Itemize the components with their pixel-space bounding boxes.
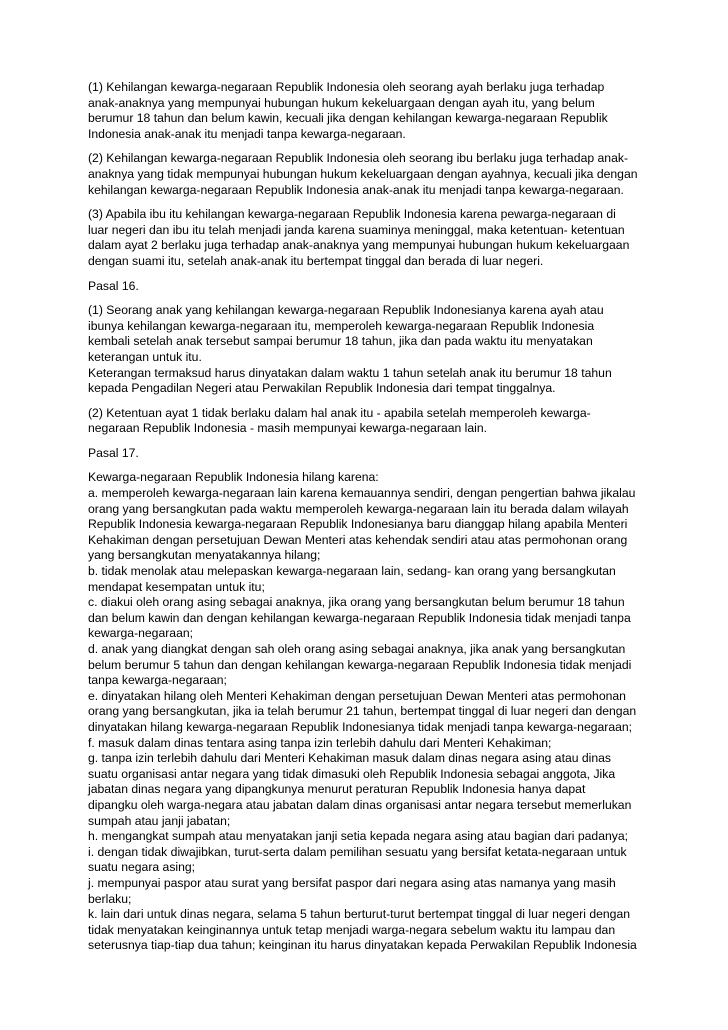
- text-line: tanpa kewarga-negaraan;: [88, 673, 227, 688]
- text-line: Indonesia anak-anak itu menjadi tanpa kewarga-negaraan.: [88, 126, 406, 141]
- text-line: suatu negara asing;: [88, 860, 196, 875]
- text-line: dengan suami itu, setelah anak-anak itu bertempat tinggal dan berada di luar negeri.: [88, 253, 544, 268]
- text-line: dalam ayat 2 berlaku juga terhadap anak-anaknya yang mempunyai hubungan hukum kekeluargaan: [88, 238, 630, 253]
- text-line: g. tanpa izin terlebih dahulu dari Menteri Kehakiman masuk dalam dinas negara asing atau dinas: [88, 751, 612, 766]
- text-line: f. masuk dalam dinas tentara asing tanpa izin terlebih dahulu dari Menteri Kehakiman;: [88, 735, 552, 750]
- text-line: sumpah atau janji jabatan;: [88, 813, 231, 828]
- text-line: Pasal 16.: [88, 278, 139, 293]
- paragraph: [88, 303, 650, 397]
- text-line: kepada Pengadilan Negeri atau Perwakilan Republik Indonesia dari tempat tinggalnya.: [88, 381, 556, 396]
- section-heading: [88, 446, 650, 462]
- text-line: anaknya yang tidak mempunyai hubungan hukum kekeluargaan dengan ayahnya, kecuali jika dengan: [88, 166, 638, 181]
- paragraph: [88, 406, 650, 437]
- text-line: k. lain dari untuk dinas negara, selama 5 tahun berturut-turut bertempat tinggal di luar negeri dengan: [88, 907, 631, 922]
- text-line: kehilangan kewarga-negaraan Republik Indonesia anak-anak itu menjadi tanpa kewarga-negaraan.: [88, 182, 624, 197]
- document-page: [88, 80, 650, 963]
- text-line: belum berumur 5 tahun dan dengan kehilangan kewarga-negaraan Republik Indonesia tidak menjadi: [88, 657, 632, 672]
- text-line: b. tidak menolak atau melepaskan kewarga-negaraan lain, sedang- kan orang yang bersangkutan: [88, 564, 616, 579]
- text-line: (1) Kehilangan kewarga-negaraan Republik Indonesia oleh seorang ayah berlaku juga terhadap: [88, 80, 605, 94]
- text-line: j. mempunyai paspor atau surat yang bersifat paspor dari negara asing atas namanya yang masih: [88, 875, 616, 890]
- text-line: (2) Kehilangan kewarga-negaraan Republik Indonesia oleh seorang ibu berlaku juga terhadap anak-: [88, 151, 629, 166]
- text-line: d. anak yang diangkat dengan sah oleh orang asing sebagai anaknya, jika anak yang bersangkutan: [88, 642, 626, 656]
- text-line: kewarga-negaraan;: [88, 626, 194, 641]
- text-line: orang yang bersangkutan pada waktu memperoleh kewarga-negaraan lain itu berada dalam wilayah: [88, 501, 629, 516]
- text-line: yang bersangkutan menyatakannya hilang;: [88, 548, 321, 563]
- text-line: Kehakiman dengan persetujuan Dewan Menteri atas kehendak sendiri atau atas permohonan orang: [88, 532, 628, 547]
- text-line: negaraan Republik Indonesia - masih mempunyai kewarga-negaraan lain.: [88, 421, 488, 436]
- text-line: dan belum kawin dan dengan kehilangan kewarga-negaraan Republik Indonesia tidak menjadi tanpa: [88, 610, 631, 625]
- text-line: e. dinyatakan hilang oleh Menteri Kehakiman dengan persetujuan Dewan Menteri atas permohonan: [88, 688, 626, 703]
- text-line: berumur 18 tahun dan belum kawin, kecuali jika dengan kehilangan kewarga-negaraan Republik: [88, 111, 608, 126]
- text-line: anak-anaknya yang mempunyai hubungan hukum kekeluargaan dengan ayah itu, yang belum: [88, 95, 595, 110]
- text-line: keterangan untuk itu.: [88, 349, 202, 364]
- text-line: luar negeri dan ibu itu telah menjadi janda karena suaminya meninggal, maka ketentuan- ketentuan: [88, 222, 625, 237]
- text-line: kembali setelah anak tersebut sampai berumur 18 tahun, jika dan pada waktu itu menyatakan: [88, 334, 593, 349]
- text-line: Pasal 17.: [88, 445, 139, 460]
- text-line: (1) Seorang anak yang kehilangan kewarga-negaraan Republik Indonesianya karena ayah atau: [88, 303, 604, 318]
- text-line: suatu organisasi antar negara yang tidak dimasuki oleh Republik Indonesia sebagai anggota, Jika: [88, 766, 616, 781]
- text-line: (2) Ketentuan ayat 1 tidak berlaku dalam hal anak itu - apabila setelah memperoleh kewarga-: [88, 405, 591, 420]
- section-heading: [88, 279, 650, 295]
- text-line: i. dengan tidak diwajibkan, turut-serta dalam pemilihan sesuatu yang bersifat ketata-negaraan untuk: [88, 844, 627, 859]
- text-line: Kewarga-negaraan Republik Indonesia hilang karena:: [88, 470, 379, 485]
- text-line: h. mengangkat sumpah atau menyatakan janji setia kepada negara asing atau bagian dari padanya;: [88, 829, 629, 844]
- paragraph: [88, 470, 650, 953]
- text-line: mendapat kesempatan untuk itu;: [88, 579, 265, 594]
- text-line: a. memperoleh kewarga-negaraan lain karena kemauannya sendiri, dengan pengertian bahwa jikalau: [88, 486, 636, 501]
- text-line: orang yang bersangkutan, jika ia telah berumur 21 tahun, bertempat tinggal di luar negeri dan dengan: [88, 704, 637, 719]
- paragraph: [88, 151, 650, 198]
- text-line: dinyatakan hilang kewarga-negaraan Republik Indonesianya tidak menjadi tanpa kewarga-negaraan;: [88, 719, 633, 734]
- text-line: Keterangan termaksud harus dinyatakan dalam waktu 1 tahun setelah anak itu berumur 18 tahun: [88, 365, 612, 380]
- text-line: c. diakui oleh orang asing sebagai anaknya, jika orang yang bersangkutan belum berumur 18 tahun: [88, 595, 625, 610]
- text-line: tidak menyatakan keinginannya untuk tetap menjadi warga-negara sebelum waktu itu lampau dan: [88, 922, 616, 937]
- text-line: dipangku oleh warga-negara atau jabatan dalam dinas organisasi antar negara tersebut memerlukan: [88, 797, 632, 812]
- text-line: ibunya kehilangan kewarga-negaraan itu, memperoleh kewarga-negaraan Republik Indonesia: [88, 318, 595, 333]
- paragraph: [88, 207, 650, 269]
- text-line: seterusnya tiap-tiap dua tahun; keinginan itu harus dinyatakan kepada Perwakilan Republik Indonesia: [88, 938, 637, 953]
- text-line: berlaku;: [88, 891, 132, 906]
- paragraph: [88, 80, 650, 142]
- text-line: jabatan dinas negara yang dipangkunya menurut peraturan Republik Indonesia hanya dapat: [88, 782, 586, 797]
- text-line: Republik Indonesia kewarga-negaraan Republik Indonesianya baru dianggap hilang apabila Menteri: [88, 517, 628, 532]
- text-line: (3) Apabila ibu itu kehilangan kewarga-negaraan Republik Indonesia karena pewarga-negaraan di: [88, 207, 616, 222]
